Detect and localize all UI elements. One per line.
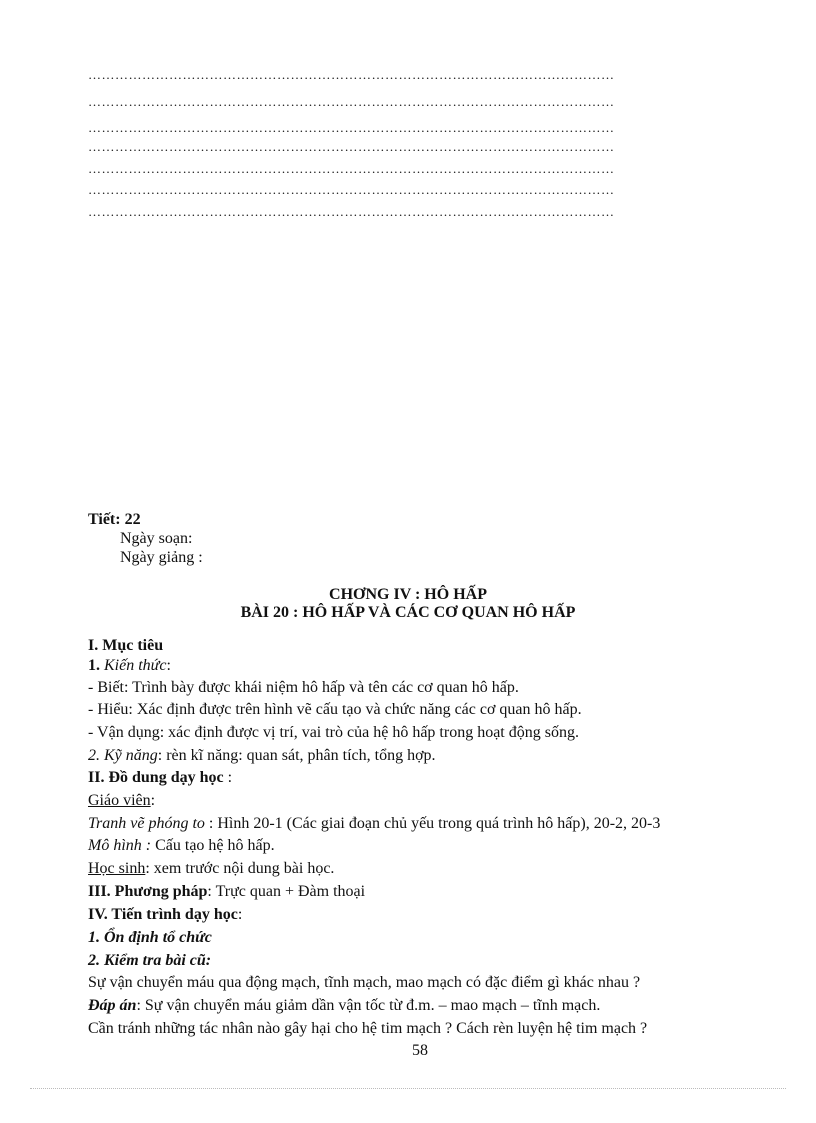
dotted-line: ………………………………………………………………………………………………………	[88, 183, 615, 196]
method-line	[88, 883, 365, 901]
question-1: Sự vận chuyển máu qua động mạch, tĩnh mạch, mao mạch có đặc điểm gì khác nhau ?	[88, 974, 641, 991]
process-colon: :	[237, 906, 243, 923]
teacher-line	[88, 792, 155, 810]
know-line: - Biết: Trình bày được khái niệm hô hấp và tên các cơ quan hô hấp.	[88, 679, 519, 696]
question-2: Cần tránh những tác nhân nào gây hại cho hệ tim mạch ? Cách rèn luyện hệ tim mạch ?	[88, 1020, 648, 1037]
dotted-line: ………………………………………………………………………………………………………	[88, 68, 615, 81]
student-label: Học sinh	[88, 860, 146, 877]
footer-divider	[30, 1088, 786, 1089]
skills-line	[88, 747, 436, 765]
model-text: Cấu tạo hệ hô hấp.	[151, 837, 275, 854]
dotted-line: ………………………………………………………………………………………………………	[88, 205, 615, 218]
step-1: 1. Ổn định tổ chức	[88, 929, 212, 946]
student-line	[88, 860, 334, 878]
method-text: : Trực quan + Đàm thoại	[207, 883, 366, 900]
answer-label: Đáp án	[88, 997, 137, 1014]
prep-date-label: Ngày soạn:	[120, 530, 193, 547]
answer-text: : Sự vận chuyển máu giảm dần vận tốc từ đ.m. – mao mạch – tĩnh mạch.	[136, 997, 601, 1014]
knowledge-colon: :	[166, 657, 171, 674]
process-title: IV. Tiến trình dạy học	[88, 906, 238, 923]
dotted-line: ………………………………………………………………………………………………………	[88, 140, 615, 153]
teach-date-label: Ngày giảng :	[120, 549, 203, 566]
dotted-line: ………………………………………………………………………………………………………	[88, 95, 615, 108]
materials-colon: :	[223, 769, 233, 786]
section-number: 1.	[88, 657, 100, 674]
objectives-heading	[88, 637, 163, 655]
student-text: : xem trước nội dung bài học.	[145, 860, 335, 877]
period-label: Tiết: 22	[88, 511, 141, 528]
model-line	[88, 837, 275, 855]
method-title: III. Phương pháp	[88, 883, 208, 900]
skills-text: : rèn kĩ năng: quan sát, phân tích, tổng hợp.	[157, 747, 436, 764]
skills-label: 2. Kỹ năng	[88, 747, 158, 764]
step-2: 2. Kiểm tra bài cũ:	[88, 952, 212, 969]
knowledge-label: Kiến thức	[104, 657, 167, 674]
section-number: I.	[88, 637, 99, 654]
teacher-colon: :	[150, 792, 156, 809]
chapter-title: CHƠNG IV : HÔ HẤP	[329, 586, 487, 603]
picture-text: : Hình 20-1 (Các giai đoạn chủ yếu trong quá trình hô hấp), 20-2, 20-3	[204, 815, 661, 832]
understand-line: - Hiểu: Xác định được trên hình vẽ cấu tạo và chức năng các cơ quan hô hấp.	[88, 701, 582, 718]
objectives-title: Mục tiêu	[102, 637, 164, 654]
knowledge-heading	[88, 657, 171, 675]
page-number: 58	[412, 1042, 428, 1059]
answer-line	[88, 997, 600, 1015]
materials-title: II. Đồ dung dạy học	[88, 769, 224, 786]
teacher-label: Giáo viên	[88, 792, 151, 809]
picture-label: Tranh vẽ phóng to	[88, 815, 205, 832]
apply-line: - Vận dụng: xác định được vị trí, vai trò của hệ hô hấp trong hoạt động sống.	[88, 724, 579, 741]
picture-line	[88, 815, 660, 833]
materials-heading	[88, 769, 232, 787]
dotted-line: ………………………………………………………………………………………………………	[88, 162, 615, 175]
model-label: Mô hình :	[88, 837, 152, 854]
dotted-line: ………………………………………………………………………………………………………	[88, 121, 615, 134]
process-heading	[88, 906, 242, 924]
lesson-title: BÀI 20 : HÔ HẤP VÀ CÁC CƠ QUAN HÔ HẤP	[240, 604, 576, 621]
